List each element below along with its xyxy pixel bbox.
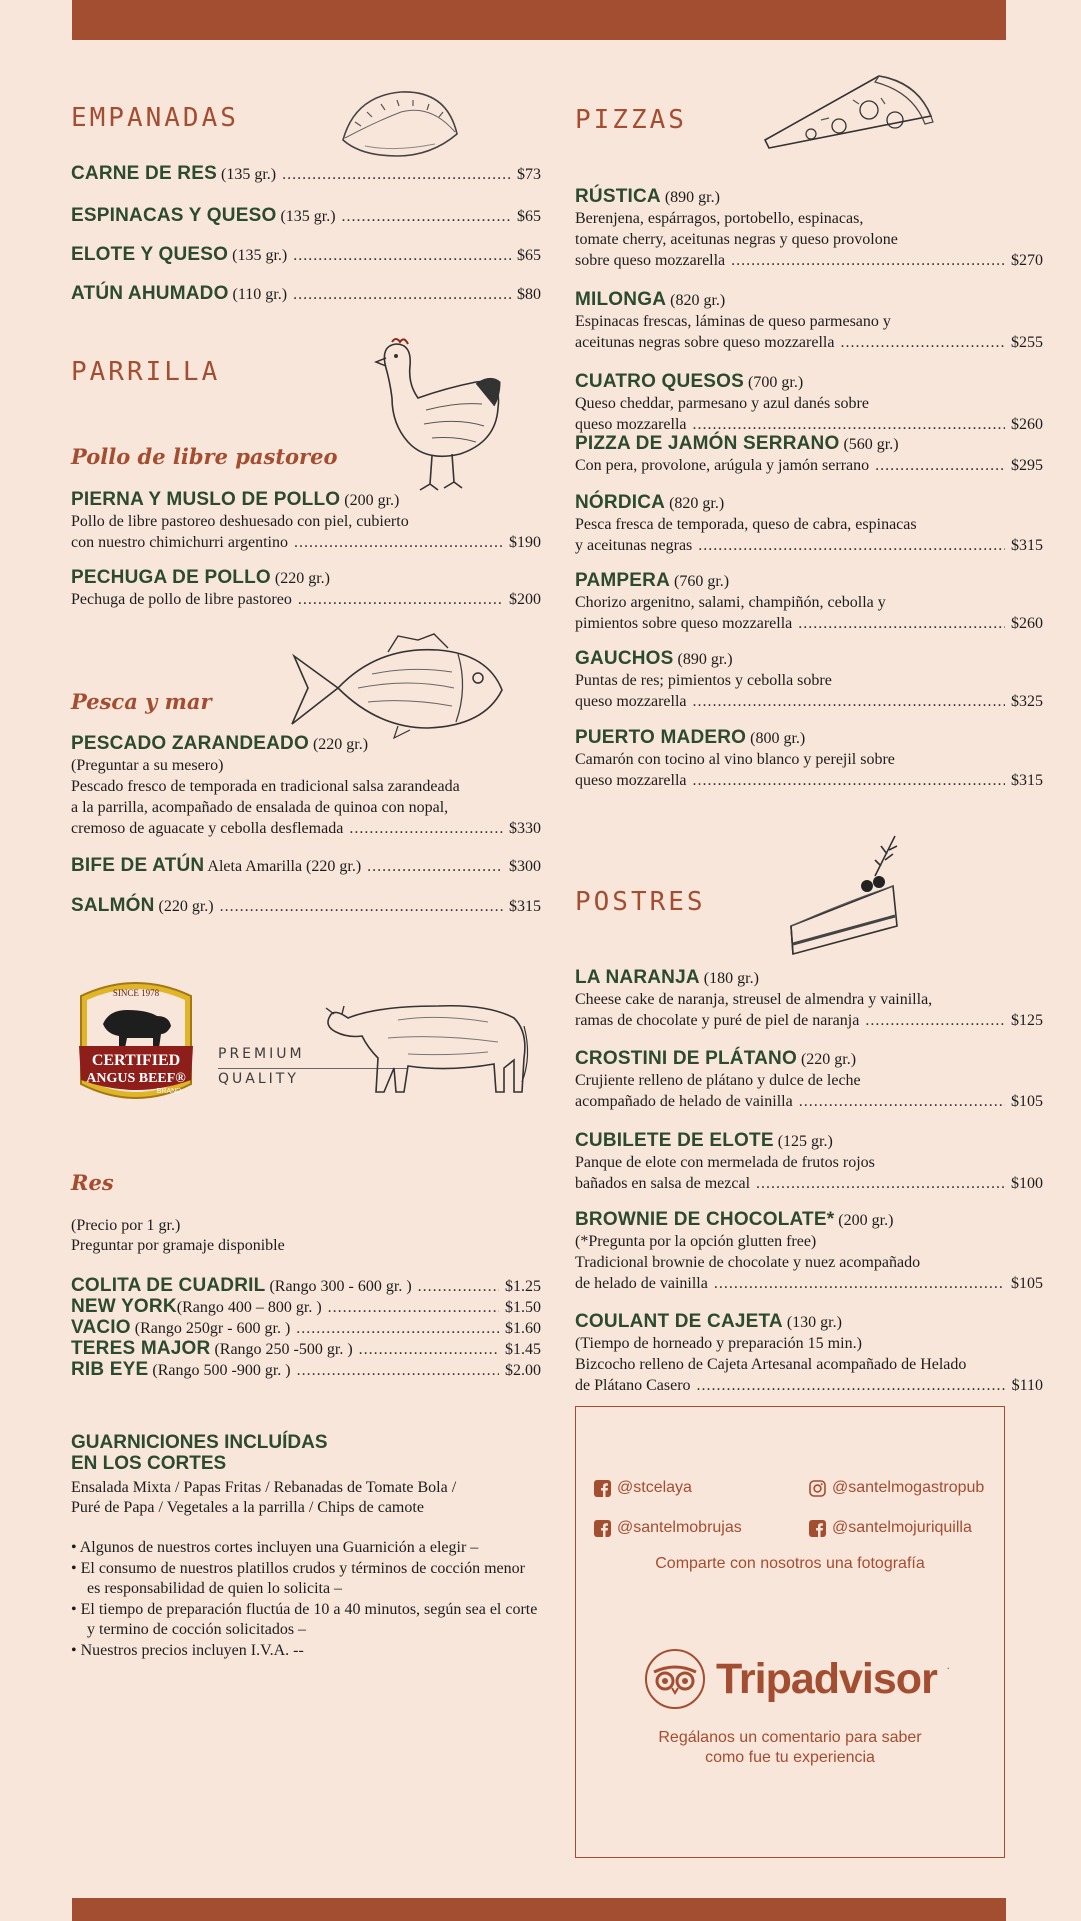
menu-item: PAMPERA (760 gr.) Chorizo argenitno, salami, champiñón, cebolla y pimientos sobre queso mozzarella ..... $260 [575,570,1043,634]
menu-item: PUERTO MADERO (800 gr.) Camarón con tocino al vino blanco y perejil sobre queso mozzarella ..... $315 [575,727,1043,791]
res-note: (Precio por 1 gr.) Preguntar por gramaje disponible [71,1217,285,1254]
menu-item: ATÚN AHUMADO (110 gr.) ..... $80 [71,283,541,305]
menu-item: LA NARANJA (180 gr.) Cheese cake de naranja, streusel de almendra y vainilla, ramas de chocolate y puré de piel de naranja ..... $125 [575,967,1043,1031]
menu-item: TERES MAJOR (Rango 250 -500 gr. ) ..... $1.45 [71,1339,541,1360]
notes-list [71,1538,541,1661]
menu-item: BROWNIE DE CHOCOLATE* (200 gr.) (*Pregunta por la opción glutten free) Tradicional brownie de chocolate y nuez acompañado de helado de vainilla ..... $105 [575,1209,1043,1294]
menu-item: CUATRO QUESOS (700 gr.) Queso cheddar, parmesano y azul danés sobre queso mozzarella ..... $260 [575,371,1043,435]
note-item: • Nuestros precios incluyen I.V.A. -- [71,1641,304,1659]
pizza-illustration [761,70,941,156]
fish-illustration [288,632,508,742]
res-subtitle: Res [71,1170,114,1195]
cow-illustration [318,988,538,1098]
menu-item: RÚSTICA (890 gr.) Berenjena, espárragos, portobello, espinacas, tomate cherry, aceitunas negras y queso provolone sobre queso mozzarella ..... $270 [575,186,1043,271]
chicken-illustration [356,338,506,498]
tripadvisor-wordmark: Tripadvisor [716,1654,937,1703]
menu-item: VACIO (Rango 250gr - 600 gr. ) ..... $1.60 [71,1318,541,1339]
instagram-icon [809,1480,826,1497]
angus-beef-logo [73,976,199,1108]
guarniciones-title: GUARNICIONES INCLUÍDAS EN LOS CORTES [71,1432,328,1474]
menu-item: RIB EYE (Rango 500 -900 gr. ) ..... $2.00 [71,1360,541,1381]
menu-item: CUBILETE DE ELOTE (125 gr.) Panque de elote con mermelada de frutos rojos bañados en salsa de mezcal ..... $100 [575,1130,1043,1194]
angus-beef-text: ANGUS BEEF® [86,1071,186,1086]
menu-item: NEW YORK(Rango 400 – 800 gr. ) ..... $1.50 [71,1297,541,1318]
empanadas-title: EMPANADAS [71,103,239,133]
facebook-link-brujas[interactable]: @santelmobrujas [594,1519,742,1537]
tripadvisor-owl-icon [644,1648,706,1710]
menu-item: BIFE DE ATÚN Aleta Amarilla (220 gr.) ..... $300 [71,855,541,877]
angus-brand-text: BRAND [156,1088,182,1095]
note-item: • El consumo de nuestros platillos crudos y términos de cocción menor es responsabilidad de quien lo solicita – [71,1559,525,1597]
facebook-icon [594,1520,611,1537]
menu-item: GAUCHOS (890 gr.) Puntas de res; pimientos y cebolla sobre queso mozzarella ..... $325 [575,648,1043,712]
note-item: • Algunos de nuestros cortes incluyen una Guarnición a elegir – [71,1539,479,1556]
menu-item: PIERNA Y MUSLO DE POLLO (200 gr.) Pollo de libre pastoreo deshuesado con piel, cubierto con nuestro chimichurri argentino ..... $190 [71,489,541,553]
pesca-subtitle: Pesca y mar [71,689,212,714]
menu-item: PESCADO ZARANDEADO (220 gr.) (Preguntar a su mesero) Pescado fresco de temporada en tradicional salsa zarandeada a la parrilla, acompañado de ensalada de quinoa con nopal, cremoso de aguacate y cebolla desflemada ..... $330 [71,733,541,839]
pollo-subtitle: Pollo de libre pastoreo [71,444,338,469]
pizzas-title: PIZZAS [575,105,687,135]
menu-item: SALMÓN (220 gr.) ..... $315 [71,895,541,917]
premium-label: PREMIUM [218,1046,305,1062]
note-item: • El tiempo de preparación fluctúa de 10 a 40 minutos, según sea el corte y termino de cocción solicitados – [71,1600,538,1638]
facebook-link-juriquilla[interactable]: @santelmojuriquilla [809,1519,972,1537]
facebook-icon [594,1480,611,1497]
bottom-bar [72,1898,1006,1921]
angus-certified-text: CERTIFIED [91,1052,181,1069]
share-text: Comparte con nosotros una fotografía [655,1555,925,1572]
review-text: Regálanos un comentario para saber como fue tu experiencia [658,1729,922,1766]
menu-item: CARNE DE RES (135 gr.) ..... $73 [71,163,541,185]
cake-illustration [785,830,915,966]
menu-item: PECHUGA DE POLLO (220 gr.) Pechuga de pollo de libre pastoreo ..... $200 [71,567,541,610]
social-box [575,1406,1005,1858]
instagram-link[interactable]: @santelmogastropub [809,1479,984,1497]
menu-item: CROSTINI DE PLÁTANO (220 gr.) Crujiente relleno de plátano y dulce de leche acompañado de helado de vainilla ..... $105 [575,1048,1043,1112]
menu-item: COULANT DE CAJETA (130 gr.) (Tiempo de horneado y preparación 15 min.) Bizcocho relleno de Cajeta Artesanal acompañado de Helado de Plátano Casero ..... $110 [575,1311,1043,1396]
menu-item: PIZZA DE JAMÓN SERRANO (560 gr.) Con pera, provolone, arúgula y jamón serrano ..... $295 [575,433,1043,476]
menu-item: MILONGA (820 gr.) Espinacas frescas, láminas de queso parmesano y aceitunas negras sobre queso mozzarella ..... $255 [575,289,1043,353]
guarniciones-list: Ensalada Mixta / Papas Fritas / Rebanadas de Tomate Bola / Puré de Papa / Vegetales a la parrilla / Chips de camote [71,1479,457,1516]
angus-since-text: SINCE 1978 [112,988,160,998]
quality-label: QUALITY [218,1071,299,1087]
postres-title: POSTRES [575,887,706,917]
menu-item: ESPINACAS Y QUESO (135 gr.) ..... $65 [71,205,541,227]
facebook-icon [809,1520,826,1537]
menu-item: ELOTE Y QUESO (135 gr.) ..... $65 [71,244,541,266]
menu-item: NÓRDICA (820 gr.) Pesca fresca de temporada, queso de cabra, espinacas y aceitunas negras ..... $315 [575,492,1043,556]
left-column [71,0,541,1898]
empanada-illustration [335,82,465,162]
facebook-link-celaya[interactable]: @stcelaya [594,1479,692,1497]
menu-item: COLITA DE CUADRIL (Rango 300 - 600 gr. ) ..... $1.25 [71,1276,541,1297]
tripadvisor-logo: Tripadvisor . [644,1648,950,1710]
parrilla-title: PARRILLA [71,357,221,387]
